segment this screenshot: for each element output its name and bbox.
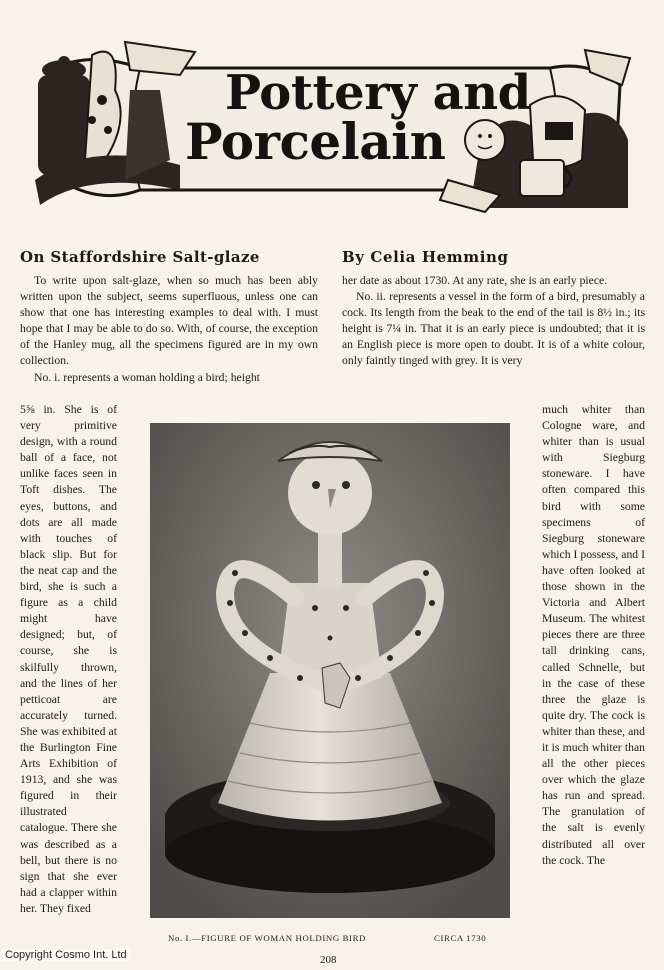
copyright-watermark: Copyright Cosmo Int. Ltd (2, 949, 130, 961)
paragraph: much whiter than Cologne ware, and whiter than is usual with Siegburg stoneware. I have often compared this bird with some specimens of Siegburg stoneware which I possess, and I have often looked at those shown in the Victoria and Albert Museum. The whitest pieces there are three tall drinking cans, called Schnelle, but in the case of these three the glaze is quite dry. The cock is whiter than these, and it is much whiter than all the other pieces over which the glaze has run and spread. The granulation of the salt is evenly distributed all over the cock. The (542, 403, 645, 867)
paragraph: No. i. represents a woman holding a bird; height (34, 370, 260, 384)
paragraph: 5⅝ in. She is of very primitive design, with a round ball of a face, not unlike faces seen in Toft dishes. The eyes, buttons, and dots are all made with touches of black slip. But for the neat cap and the bird, she is such a figure as a child might have designed; but, of course, she is skilfully thrown, and the lines of her petticoat are accurately turned. She was exhibited at the Burlington Fine Arts Exhibition of 1913, and she was figured in their illustrated catalogue. There she was described as a bell, but there is no sign that she ever had a clapper within her. They fixed (20, 403, 117, 915)
paragraph: her date as about 1730. At any rate, she is an early piece. (342, 274, 608, 287)
header-banner (30, 30, 632, 215)
caption-date: CIRCA 1730 (434, 933, 487, 943)
salt-glaze-figure-image (150, 423, 510, 918)
banner-title-line2: Porcelain (185, 112, 446, 172)
figure-photo (150, 423, 510, 918)
paragraph: No. ii. represents a vessel in the form of a bird, presumably a cock. Its length from the beak to the end of the tail is 8½ in.; its height is 7¼ in. That it is an early piece is undoubted; that it is an English piece is more open to doubt. It is of a white colour, only faintly tinged with grey. It is very (342, 290, 645, 368)
banner-title-line1: Pottery and (225, 65, 531, 121)
page-number: 208 (320, 954, 337, 966)
left-column-top (20, 273, 318, 386)
right-column-top (342, 273, 645, 370)
article-byline: By Celia Hemming (342, 248, 509, 266)
caption-title: No. I.—FIGURE OF WOMAN HOLDING BIRD (168, 933, 366, 943)
left-column-wrap (20, 402, 117, 917)
paragraph: To write upon salt-glaze, when so much has been ably written upon the subject, seems superfluous, unless one can show that one has interesting examples to deal with. I must hope that I may be able to do so. With, of course, the exception of the Hanley mug, all the specimens figured are in my own collection. (20, 274, 318, 368)
banner-title (185, 65, 545, 172)
article-title: On Staffordshire Salt-glaze (20, 248, 260, 266)
right-column-wrap (542, 402, 645, 869)
